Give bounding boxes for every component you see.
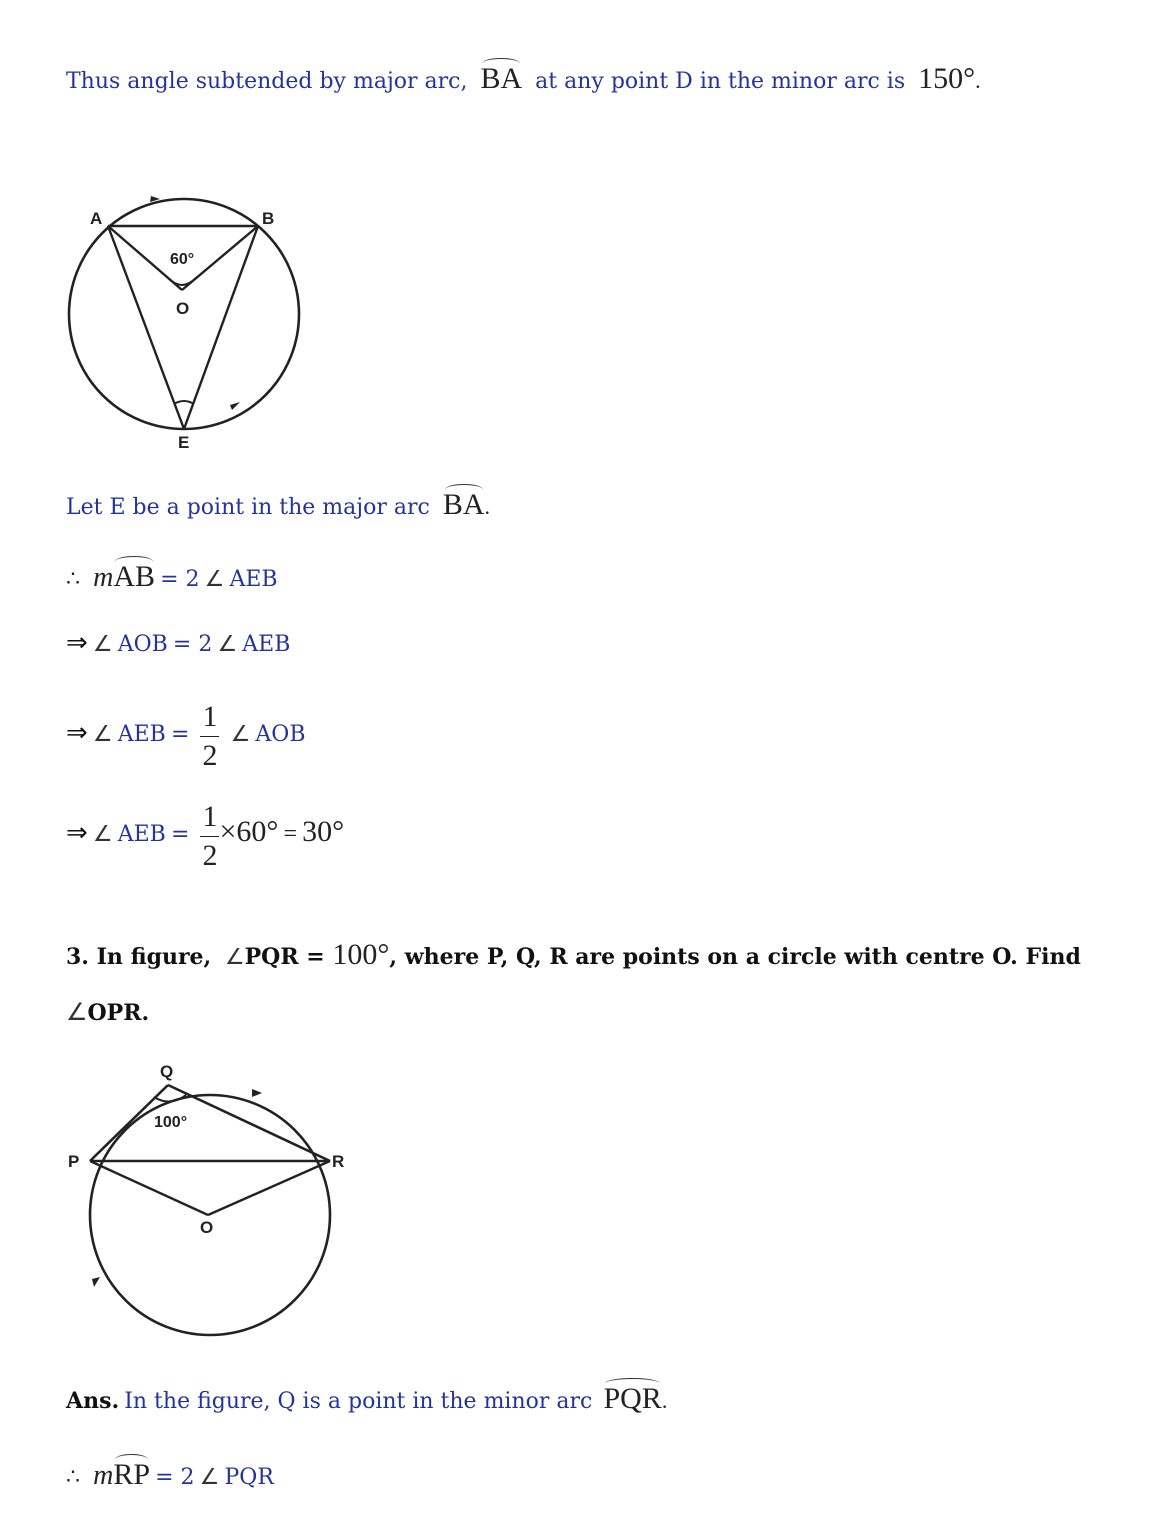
statement-point-e bbox=[66, 488, 490, 522]
angle-label: 60° bbox=[170, 251, 195, 268]
answer-label: Ans. bbox=[66, 1388, 120, 1414]
arc-notation: RP bbox=[113, 1458, 151, 1491]
angle-symbol: ∠ bbox=[217, 632, 238, 657]
numerator: 1 bbox=[200, 802, 219, 837]
point-label-r: R bbox=[332, 1152, 345, 1171]
punctuation: . bbox=[661, 1388, 668, 1413]
text-fragment: where P, Q, R are points on a circle with centre O. Find bbox=[404, 944, 1081, 970]
equation-step-5 bbox=[66, 1458, 274, 1492]
radius-or bbox=[208, 1161, 330, 1215]
angle-name: AEB bbox=[117, 822, 166, 847]
implies-symbol: ⇒ bbox=[66, 628, 88, 658]
fraction-half bbox=[200, 802, 219, 871]
point-label-p: P bbox=[68, 1152, 80, 1171]
circle-figure-pqro bbox=[62, 1055, 362, 1345]
text-fragment: In figure, bbox=[96, 944, 212, 970]
equation-step-2 bbox=[66, 628, 290, 658]
angle-label: 100° bbox=[154, 1114, 188, 1131]
angle-arc-e bbox=[174, 401, 194, 404]
text-fragment: Thus angle subtended by major arc, bbox=[66, 69, 468, 94]
angle-name: AOB bbox=[255, 722, 306, 747]
equals-sign: = bbox=[170, 722, 190, 747]
angle-symbol: ∠ bbox=[224, 945, 245, 970]
arrowhead-left bbox=[92, 1277, 100, 1287]
angle-name: AEB bbox=[229, 567, 278, 592]
point-label-o: O bbox=[176, 299, 190, 318]
therefore-symbol: ∴ bbox=[66, 566, 80, 591]
text-fragment: PQR = bbox=[244, 944, 325, 970]
text-fragment: OPR. bbox=[87, 1000, 150, 1026]
angle-name: AEB bbox=[242, 632, 291, 657]
arc-notation: PQR bbox=[603, 1382, 662, 1415]
text-fragment: In the figure, Q is a point in the minor arc bbox=[124, 1389, 593, 1414]
numerator: 1 bbox=[200, 702, 219, 737]
radius-op bbox=[90, 1161, 208, 1215]
implies-symbol: ⇒ bbox=[66, 718, 88, 748]
angle-symbol: ∠ bbox=[92, 632, 113, 657]
punctuation: , bbox=[389, 944, 398, 970]
answer-line bbox=[66, 1382, 667, 1416]
question-3 bbox=[66, 938, 1081, 972]
implies-symbol: ⇒ bbox=[66, 818, 88, 848]
point-label-a: A bbox=[90, 209, 103, 228]
measure-symbol: m bbox=[93, 1460, 114, 1491]
equation-step-1 bbox=[66, 560, 278, 594]
arc-notation: BA bbox=[480, 62, 523, 95]
angle-value: 100° bbox=[332, 938, 390, 971]
arrowhead-bottom bbox=[230, 402, 240, 410]
circle-figure-aobe bbox=[60, 190, 310, 455]
angle-value: 150° bbox=[918, 62, 976, 95]
text-fragment: at any point D in the minor arc is bbox=[535, 69, 906, 94]
denominator: 2 bbox=[202, 839, 218, 872]
angle-name: PQR bbox=[224, 1465, 274, 1490]
result-value: 30° bbox=[302, 815, 345, 848]
denominator: 2 bbox=[202, 739, 218, 772]
equals-sign: = bbox=[283, 821, 298, 847]
question-number: 3. bbox=[66, 944, 89, 970]
statement-major-arc-angle bbox=[66, 62, 981, 96]
point-label-b: B bbox=[262, 209, 275, 228]
point-label-e: E bbox=[178, 433, 190, 452]
times-sixty: ×60° bbox=[219, 815, 279, 848]
equals-two: = 2 bbox=[160, 567, 200, 592]
angle-symbol: ∠ bbox=[92, 822, 113, 847]
equation-step-3 bbox=[66, 702, 305, 771]
equals-sign: = bbox=[170, 822, 190, 847]
chord-qr bbox=[168, 1085, 330, 1161]
equals-two: = 2 bbox=[172, 632, 213, 657]
text-fragment: Let E be a point in the major arc bbox=[66, 495, 430, 520]
question-3-line-2 bbox=[66, 998, 149, 1026]
fraction-half bbox=[200, 702, 219, 771]
equals-two: = 2 bbox=[155, 1465, 195, 1490]
point-label-o: O bbox=[200, 1218, 214, 1237]
arrowhead-top bbox=[252, 1089, 262, 1097]
angle-symbol: ∠ bbox=[66, 998, 88, 1026]
arc-notation: BA bbox=[442, 488, 485, 521]
arc-notation: AB bbox=[113, 560, 156, 593]
angle-arc-q bbox=[154, 1095, 186, 1102]
equation-step-4 bbox=[66, 802, 344, 871]
angle-symbol: ∠ bbox=[199, 1465, 220, 1490]
measure-symbol: m bbox=[93, 562, 114, 593]
angle-symbol: ∠ bbox=[230, 722, 251, 747]
point-label-q: Q bbox=[160, 1062, 174, 1081]
angle-symbol: ∠ bbox=[92, 722, 113, 747]
punctuation: . bbox=[484, 494, 491, 519]
angle-arc-o bbox=[168, 278, 196, 285]
angle-symbol: ∠ bbox=[204, 567, 225, 592]
therefore-symbol: ∴ bbox=[66, 1464, 80, 1489]
angle-name: AOB bbox=[117, 632, 168, 657]
angle-name: AEB bbox=[117, 722, 166, 747]
punctuation: . bbox=[975, 68, 981, 93]
